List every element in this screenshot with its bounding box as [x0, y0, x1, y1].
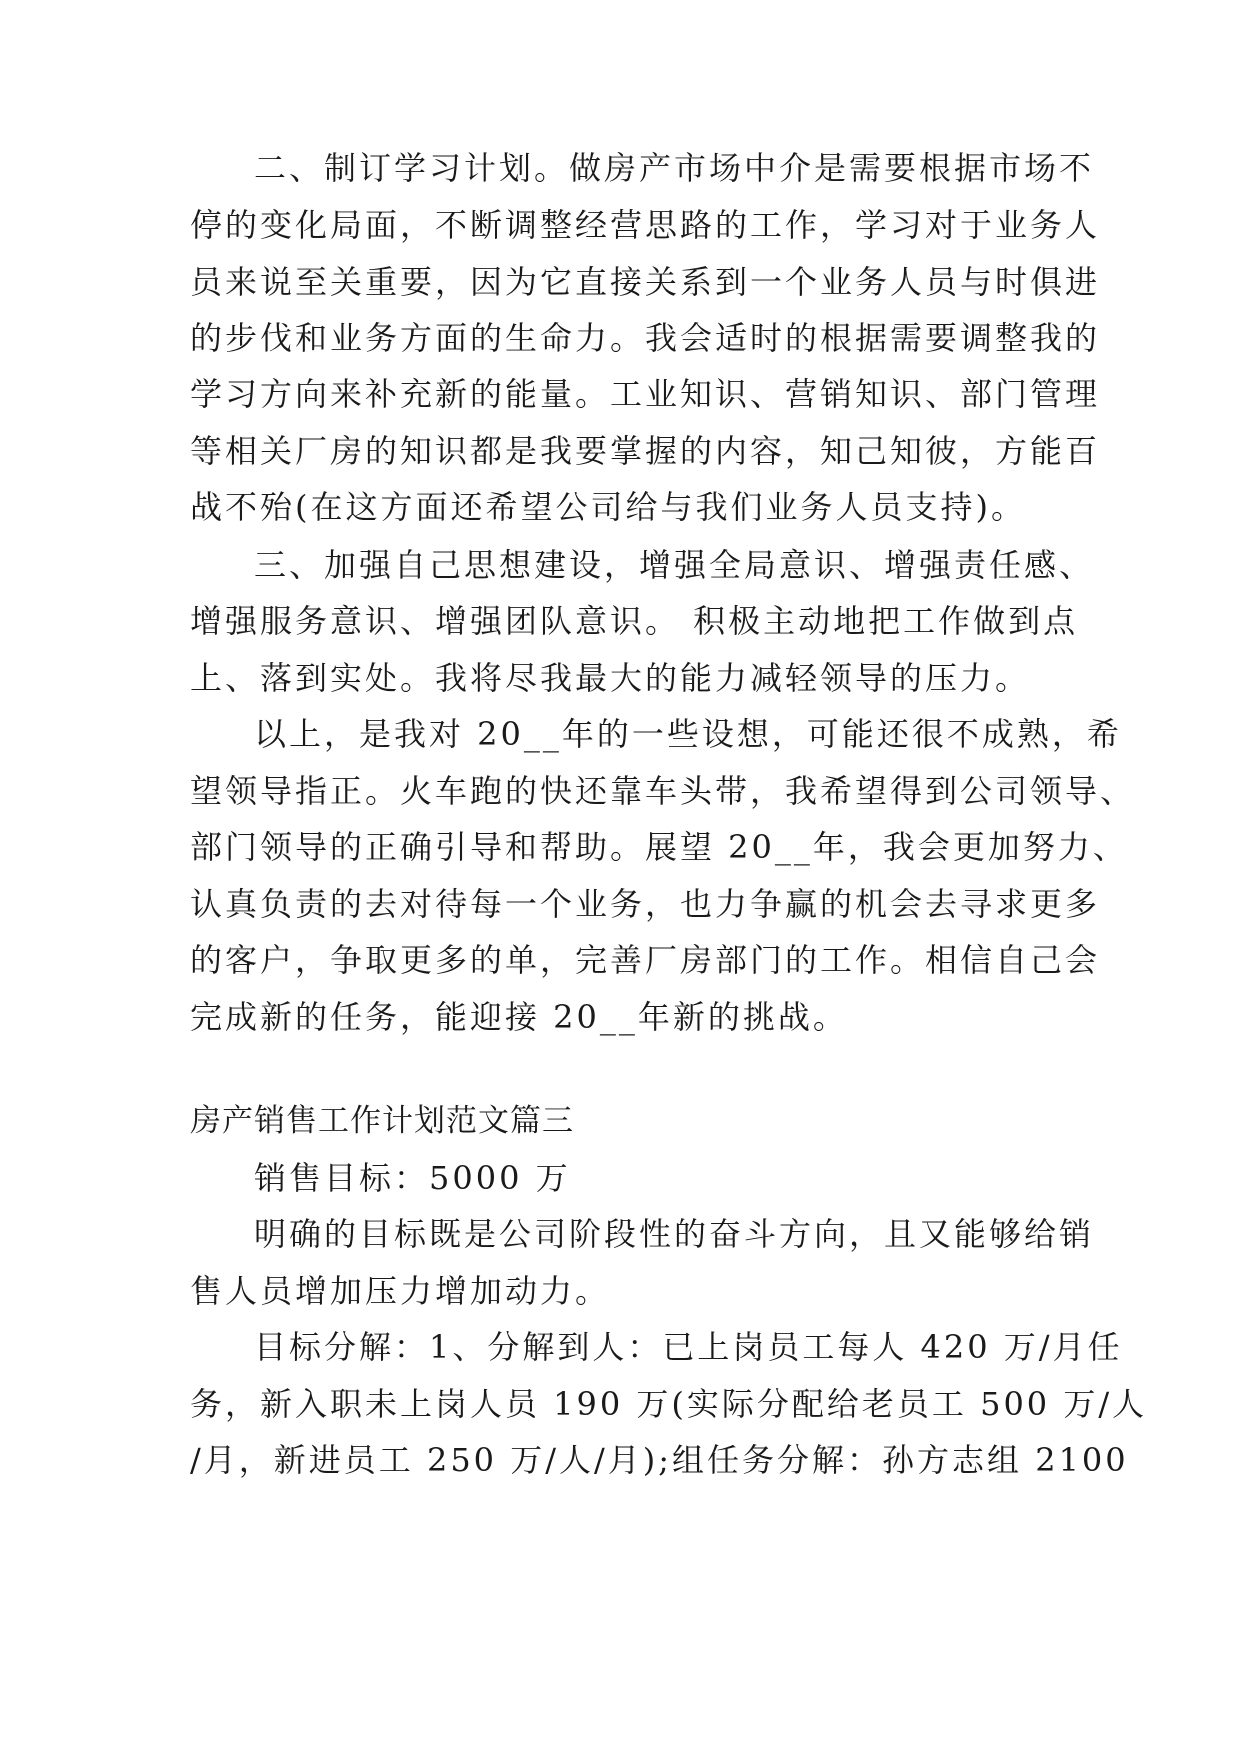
paragraph-line: 学习方向来补充新的能量。工业知识、营销知识、部门管理	[190, 375, 1101, 413]
paragraph-line: 的客户，争取更多的单，完善厂房部门的工作。相信自己会	[190, 941, 1101, 979]
paragraph-line: 销售目标：5000 万	[254, 1159, 571, 1197]
paragraph-line: 望领导指正。火车跑的快还靠车头带，我希望得到公司领导、	[190, 772, 1136, 810]
paragraph-line: 售人员增加压力增加动力。	[190, 1272, 611, 1310]
paragraph-line: 上、落到实处。我将尽我最大的能力减轻领导的压力。	[190, 659, 1031, 697]
paragraph-line: 员来说至关重要，因为它直接关系到一个业务人员与时俱进	[190, 263, 1101, 301]
paragraph-line: 务，新入职未上岗人员 190 万(实际分配给老员工 500 万/人	[190, 1385, 1148, 1423]
paragraph-line: /月，新进员工 250 万/人/月);组任务分解：孙方志组 2100	[190, 1441, 1129, 1479]
section-heading: 房产销售工作计划范文篇三	[190, 1103, 574, 1139]
paragraph-line: 停的变化局面，不断调整经营思路的工作，学习对于业务人	[190, 206, 1101, 244]
paragraph-line: 等相关厂房的知识都是我要掌握的内容，知己知彼，方能百	[190, 432, 1101, 470]
paragraph-line: 增强服务意识、增强团队意识。 积极主动地把工作做到点	[190, 602, 1079, 640]
paragraph-line: 战不殆(在这方面还希望公司给与我们业务人员支持)。	[190, 488, 1026, 526]
paragraph-line: 三、加强自己思想建设，增强全局意识、增强责任感、	[254, 546, 1095, 584]
paragraph-line: 以上，是我对 20__年的一些设想，可能还很不成熟，希	[254, 715, 1122, 753]
paragraph-line: 的步伐和业务方面的生命力。我会适时的根据需要调整我的	[190, 319, 1101, 357]
paragraph-line: 部门领导的正确引导和帮助。展望 20__年，我会更加努力、	[190, 828, 1128, 866]
paragraph-line: 明确的目标既是公司阶段性的奋斗方向，且又能够给销	[254, 1215, 1095, 1253]
paragraph-line: 认真负责的去对待每一个业务，也力争赢的机会去寻求更多	[190, 885, 1101, 923]
paragraph-line: 完成新的任务，能迎接 20__年新的挑战。	[190, 998, 848, 1036]
paragraph-line: 目标分解：1、分解到人：已上岗员工每人 420 万/月任	[254, 1328, 1123, 1366]
paragraph-line: 二、制订学习计划。做房产市场中介是需要根据市场不	[254, 149, 1095, 187]
